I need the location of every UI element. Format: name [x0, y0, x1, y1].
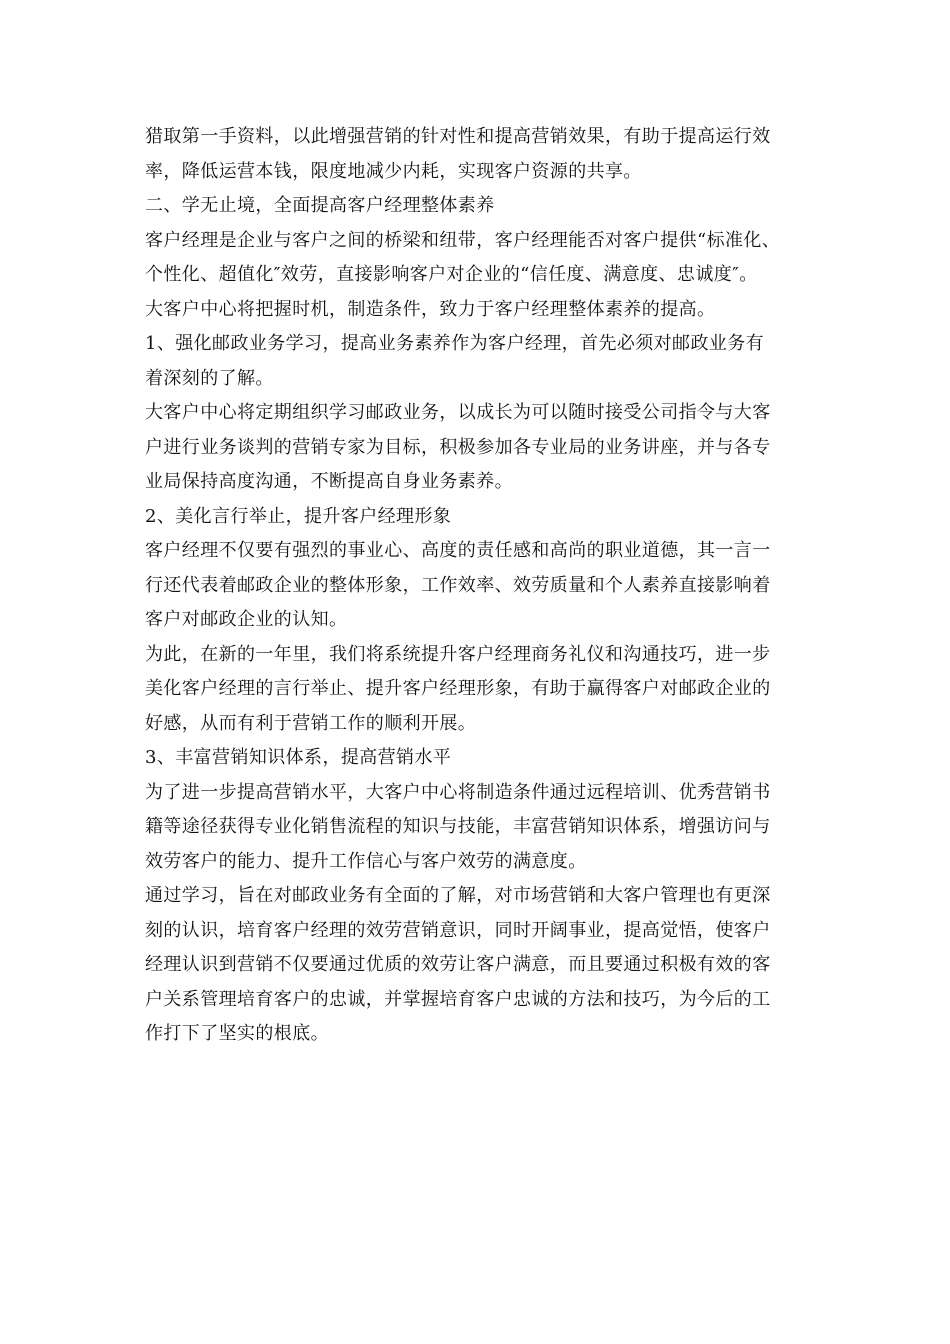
text-line: 好感，从而有利于营销工作的顺利开展。 [145, 712, 477, 734]
text-line: 效劳客户的能力、提升工作信心与客户效劳的满意度。 [145, 850, 587, 872]
text-line: 率，降低运营本钱，限度地减少内耗，实现客户资源的共享。 [145, 160, 642, 182]
document-body [145, 120, 817, 1052]
subsection-heading: 2、美化言行举止，提升客户经理形象 [145, 505, 452, 527]
text-line: 经理认识到营销不仅要通过优质的效劳让客户满意，而且要通过积极有效的客 [145, 954, 771, 975]
text-line: 业局保持高度沟通，不断提高自身业务素养。 [145, 471, 513, 492]
text-line: 作打下了坚实的根底。 [145, 1023, 329, 1044]
text-line: 个性化、超值化″效劳，直接影响客户对企业的“信任度、满意度、忠诚度″。 [145, 264, 758, 285]
section-heading: 二、学无止境，全面提高客户经理整体素养 [145, 195, 495, 216]
text-line: 籍等途径获得专业化销售流程的知识与技能，丰富营销知识体系，增强访问与 [145, 816, 771, 837]
subsection-heading: 1、强化邮政业务学习，提高业务素养作为客户经理，首先必须对邮政业务有 [145, 333, 765, 354]
text-line: 着深刻的了解。 [145, 367, 274, 389]
text-line: 为了进一步提高营销水平，大客户中心将制造条件通过远程培训、优秀营销书 [145, 781, 771, 803]
text-line: 大客户中心将定期组织学习邮政业务，以成长为可以随时接受公司指令与大客 [145, 402, 771, 423]
text-line: 美化客户经理的言行举止、提升客户经理形象，有助于赢得客户对邮政企业的 [145, 678, 771, 699]
text-line: 客户对邮政企业的认知。 [145, 609, 348, 630]
text-line: 行还代表着邮政企业的整体形象，工作效率、效劳质量和个人素养直接影响着 [145, 574, 771, 596]
text-line: 大客户中心将把握时机，制造条件，致力于客户经理整体素养的提高。 [145, 298, 716, 320]
text-line: 刻的认识，培育客户经理的效劳营销意识，同时开阔事业，提高觉悟，使客户 [145, 919, 771, 941]
text-line: 通过学习，旨在对邮政业务有全面的了解，对市场营销和大客户管理也有更深 [145, 885, 771, 906]
text-line: 为此，在新的一年里，我们将系统提升客户经理商务礼仪和沟通技巧，进一步 [145, 643, 771, 665]
text-line: 户进行业务谈判的营销专家为目标，积极参加各专业局的业务讲座，并与各专 [145, 436, 771, 458]
text-line: 户关系管理培育客户的忠诚，并掌握培育客户忠诚的方法和技巧，为今后的工 [145, 988, 771, 1010]
text-line: 客户经理不仅要有强烈的事业心、高度的责任感和高尚的职业道德，其一言一 [145, 540, 771, 561]
subsection-heading: 3、丰富营销知识体系，提高营销水平 [145, 747, 452, 768]
text-line: 客户经理是企业与客户之间的桥梁和纽带，客户经理能否对客户提供“标准化、 [145, 229, 781, 251]
text-line: 猎取第一手资料，以此增强营销的针对性和提高营销效果，有助于提高运行效 [145, 126, 771, 147]
